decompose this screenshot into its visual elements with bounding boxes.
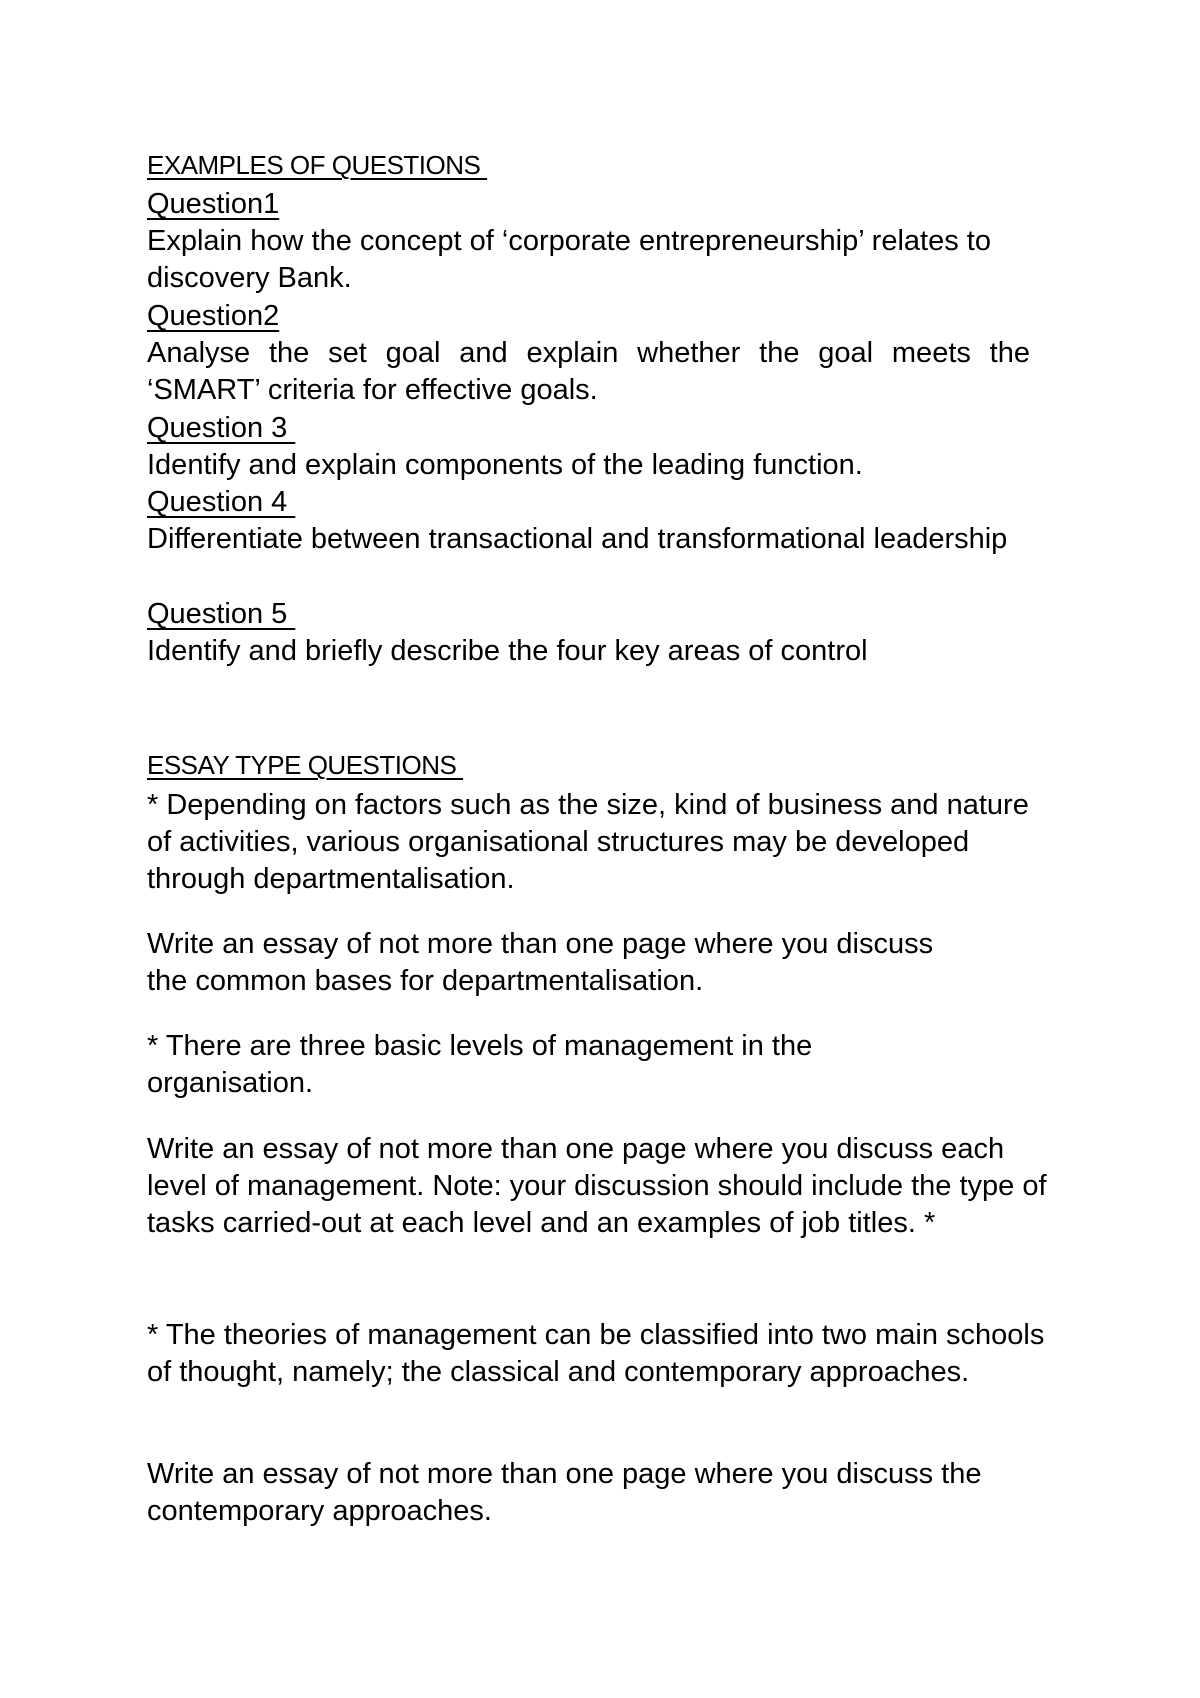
question-2-text: Analyse the set goal and explain whether the goal meets the ‘SMART’ criteria for effective goals. xyxy=(147,337,1030,406)
essay-3-task: Write an essay of not more than one page where you discuss the contemporary approaches. xyxy=(147,1458,982,1527)
essay-1-prompt: * Depending on factors such as the size, kind of business and nature of activities, various organisational structures may be developed through departmentalisation. xyxy=(147,789,1029,895)
question-3-text: Identify and explain components of the leading function. xyxy=(147,449,863,481)
question-2-label: Question2 xyxy=(147,300,280,332)
essay-1-task: Write an essay of not more than one page where you discuss the common bases for departmentalisation. xyxy=(147,928,934,997)
question-1-label: Question1 xyxy=(147,188,280,220)
question-4-label: Question 4 xyxy=(147,486,296,518)
essay-2-prompt: * There are three basic levels of management in the organisation. xyxy=(147,1030,813,1099)
question-3-label: Question 3 xyxy=(147,412,296,444)
essay-3-prompt: * The theories of management can be classified into two main schools of thought, namely; the classical and contemporary approaches. xyxy=(147,1319,1045,1388)
question-1-text: Explain how the concept of ‘corporate entrepreneurship’ relates to discovery Bank. xyxy=(147,225,991,294)
examples-heading: EXAMPLES OF QUESTIONS xyxy=(147,150,488,180)
essay-heading: ESSAY TYPE QUESTIONS xyxy=(147,750,464,780)
essay-2-task: Write an essay of not more than one page where you discuss each level of management. Note: your discussion should include the type of tasks carried-out at each level and an examples of job titles. * xyxy=(147,1133,1047,1239)
question-5-text: Identify and briefly describe the four key areas of control xyxy=(147,635,868,667)
question-5-label: Question 5 xyxy=(147,598,296,630)
question-4-text: Differentiate between transactional and transformational leadership xyxy=(147,523,1008,555)
